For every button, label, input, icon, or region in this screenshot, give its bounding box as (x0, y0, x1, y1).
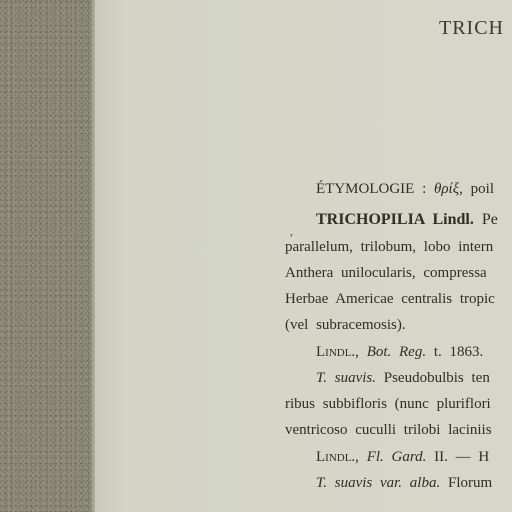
genus-author: Lindl. (424, 211, 474, 228)
book-page (95, 0, 512, 512)
book-cover (0, 0, 95, 512)
species-2-rest: Florum (440, 475, 493, 491)
genus-name: TRICHOPILIA (316, 211, 425, 228)
reference-line-2 (316, 449, 489, 466)
text-line-4: Anthera unilocularis, compressa (285, 265, 487, 281)
etymology-label: ÉTYMOLOGIE : (316, 181, 434, 197)
reference-2-work: Fl. Gard. (358, 449, 427, 465)
species-1-name: T. suavis. (316, 370, 376, 386)
species-line-2 (316, 475, 492, 492)
running-title: TRICH (439, 17, 504, 39)
text-line-3: parallelum, trilobum, lobo intern (285, 239, 494, 255)
species-line-1 (316, 370, 490, 387)
etymology-line (316, 181, 494, 198)
margin-mark: , (290, 224, 293, 238)
reference-2-author: Lindl., (316, 449, 359, 465)
genus-rest: Pe (473, 211, 498, 228)
etymology-rest: poil (462, 181, 494, 197)
reference-1-rest: t. 1863. (426, 344, 484, 360)
text-line-10: ventricoso cuculli trilobi laciniis (285, 422, 492, 438)
text-line-9: ribus subbifloris (nunc pluriflori (285, 396, 491, 412)
reference-1-work: Bot. Reg. (358, 344, 427, 360)
text-line-6: (vel subracemosis). (285, 317, 406, 333)
etymology-greek: θρίξ, (433, 181, 463, 197)
reference-1-author: Lindl., (316, 344, 359, 360)
genus-line (316, 211, 498, 229)
reference-line-1 (316, 344, 483, 361)
species-1-rest: Pseudobulbis ten (375, 370, 490, 386)
text-line-5: Herbae Americae centralis tropic (285, 291, 495, 307)
species-2-name: T. suavis var. alba. (316, 475, 441, 491)
reference-2-rest: II. — H (426, 449, 490, 465)
